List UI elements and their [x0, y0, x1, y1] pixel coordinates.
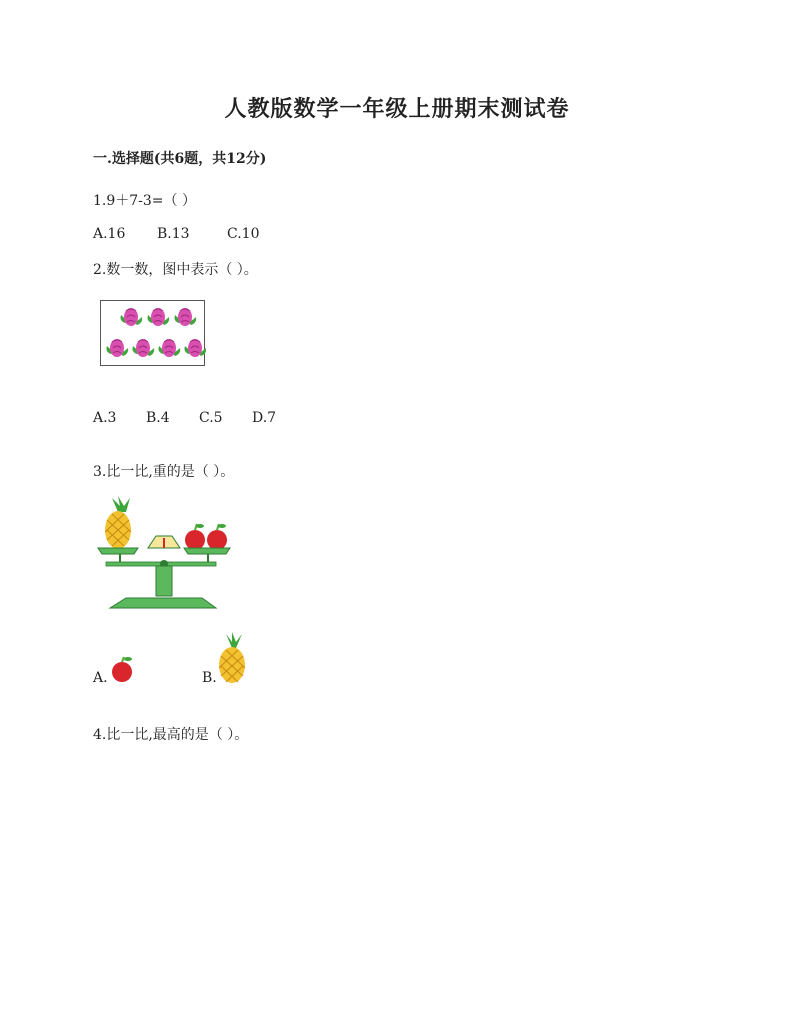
option-b: B.4: [146, 410, 170, 426]
option-a: A.3: [93, 410, 117, 426]
question-2-text: 2.数一数，图中表示（ ）。: [93, 262, 258, 278]
option-a: A.: [93, 670, 108, 686]
option-b: B.: [202, 670, 217, 686]
apple-icon: [110, 656, 136, 684]
page-title: 人教版数学一年级上册期末测试卷: [224, 96, 570, 122]
apple-option-picture: [110, 656, 136, 688]
option-b: B.13: [157, 226, 190, 242]
question-4-text: 4.比一比,最高的是（ ）。: [93, 727, 249, 743]
balance-scale-image: [96, 496, 246, 614]
question-1-text: 1.9＋7-3=（ ）: [93, 193, 196, 209]
pineapple-icon: [216, 632, 248, 684]
pineapple-icon: [105, 496, 131, 549]
question-1-options: [93, 226, 259, 242]
balance-scale-picture: [96, 496, 246, 618]
section-heading: 一.选择题(共6题，共12分): [93, 151, 267, 167]
option-d: D.7: [252, 410, 277, 426]
apple-icon: [185, 524, 227, 550]
flowers-image: [101, 301, 206, 367]
question-3-text: 3.比一比,重的是（ ）。: [93, 464, 235, 480]
option-c: C.10: [227, 226, 260, 242]
option-a: A.16: [93, 226, 126, 242]
flower-picture: [100, 300, 205, 366]
option-c: C.5: [199, 410, 223, 426]
question-2-options: [93, 410, 276, 426]
pineapple-option-picture: [216, 632, 248, 688]
